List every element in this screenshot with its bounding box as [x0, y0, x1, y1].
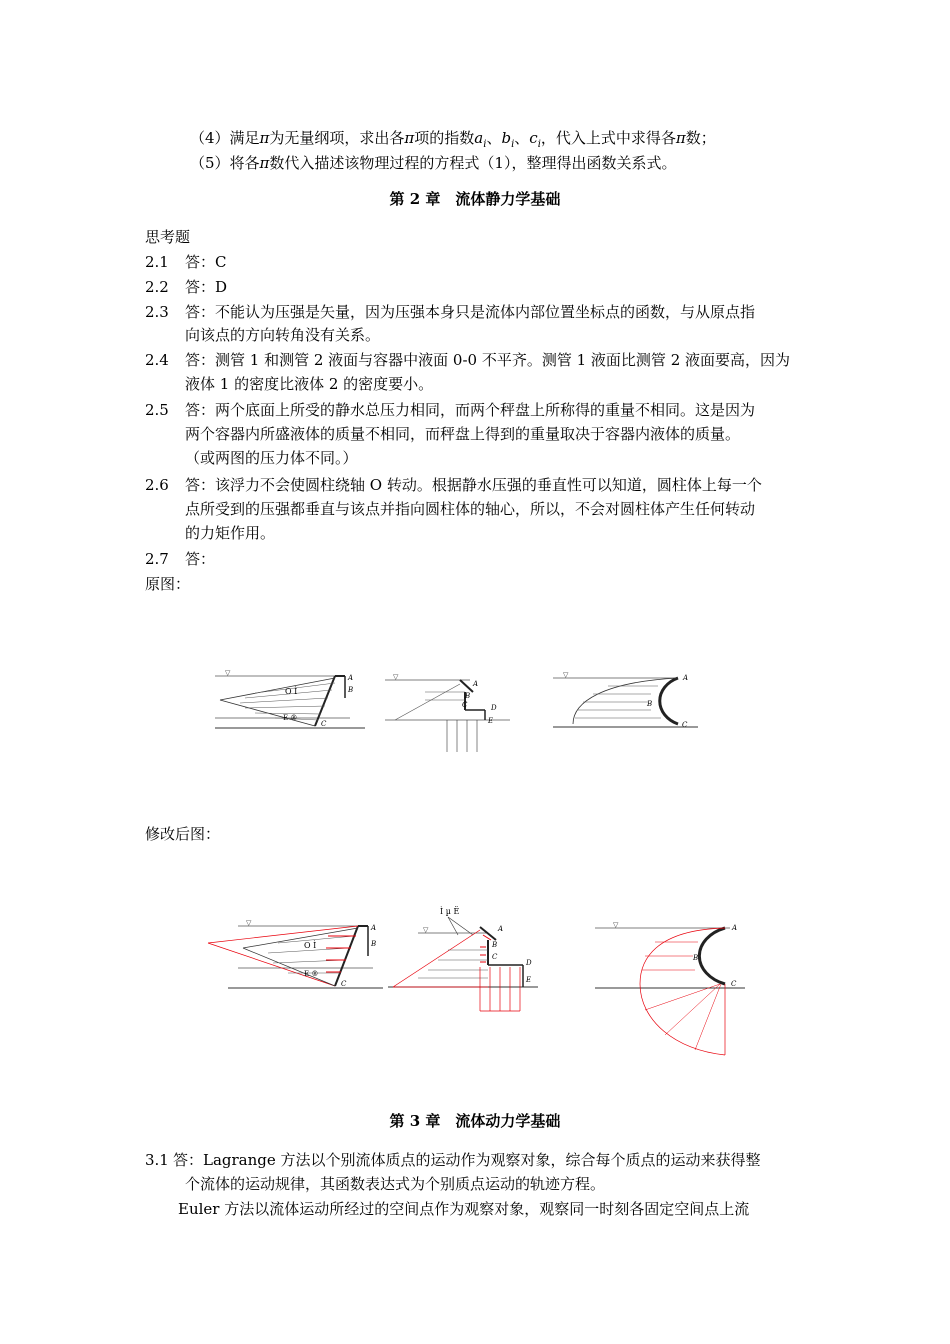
intro-step5 [190, 152, 676, 174]
label-D: D [526, 959, 532, 967]
item-text: 点所受到的压强都垂直与该点并指向圆柱体的轴心，所以，不会对圆柱体产生任何转动 [185, 500, 756, 518]
svg-text:▽: ▽ [393, 673, 399, 681]
modified-figure-2 [388, 905, 548, 1015]
mid-text: O Ì [285, 687, 298, 696]
item-text: 答：两个底面上所受的静水总压力相同，而两个秤盘上所称得的重量不相同。这是因为 [185, 401, 756, 419]
label-A: A [732, 924, 738, 932]
item-text: 答：Lagrange 方法以个别流体质点的运动作为观察对象，综合每个质点的运动来获得整 [173, 1151, 761, 1169]
item-text: 向该点的方向转角没有关系。 [185, 326, 381, 344]
item-text: 的力矩作用。 [185, 524, 276, 542]
original-figure-label: 原图： [145, 575, 191, 593]
svg-text:▽: ▽ [563, 671, 569, 679]
exponent-b-sub: i [511, 139, 515, 150]
item-text: 个流体的运动规律，其函数表达式为个别质点运动的轨迹方程。 [185, 1175, 606, 1193]
exponent-a: a [474, 129, 484, 147]
step5-text-a: （5）将各 [190, 154, 260, 172]
step4-text-e: 数； [685, 129, 716, 147]
step4-text-d: ，代入上式中求得各 [540, 129, 676, 147]
modified-figure-3 [595, 920, 745, 1060]
item-text: 液体 1 的密度比液体 2 的密度要小。 [185, 375, 434, 393]
pi-symbol: π [675, 129, 686, 147]
item-text: 答：不能认为压强是矢量，因为压强本身只是流体内部位置坐标点的函数，与从原点指 [185, 303, 756, 321]
label-A: A [348, 674, 354, 682]
label-E: E [526, 976, 532, 984]
item-text: 答：测管 1 和测管 2 液面与容器中液面 0-0 不平齐。测管 1 液面比测管 2 液面要高，因为 [185, 351, 791, 369]
modified-figure-label: 修改后图： [145, 825, 221, 843]
label-A: A [683, 674, 689, 682]
pi-symbol: π [259, 129, 270, 147]
item-number: 2.4 [145, 351, 169, 369]
top-text: Ì µ Ë [440, 907, 460, 916]
item-text: 答： [185, 550, 216, 568]
chapter3-title: 第 3 章 流体动力学基础 [389, 1112, 561, 1130]
item-text: 答：该浮力不会使圆柱绕轴 O 转动。根据静水压强的垂直性可以知道，圆柱体上每一个 [185, 476, 762, 494]
euler-text: Euler 方法以流体运动所经过的空间点作为观察对象，观察同一时刻各固定空间点上流 [178, 1200, 750, 1218]
label-B: B [693, 954, 699, 962]
original-figure-1 [215, 668, 365, 738]
item-text: 答：C [185, 253, 227, 271]
exponent-b: b [501, 129, 512, 147]
svg-text:▽: ▽ [423, 926, 429, 934]
item-number: 2.1 [145, 253, 169, 271]
label-C: C [492, 953, 498, 961]
item-number: 3.1 [145, 1151, 169, 1169]
item-text: （或两图的压力体不同。） [185, 449, 358, 467]
original-figure-3 [553, 672, 698, 732]
label-A: A [498, 925, 504, 933]
exponent-a-sub: i [483, 139, 487, 150]
item-number: 2.5 [145, 401, 169, 419]
label-B: B [647, 700, 653, 708]
exponent-c-sub: i [537, 139, 541, 150]
item-text: 答：D [185, 278, 228, 296]
step4-text-a: （4）满足 [190, 129, 260, 147]
separator: 、 [486, 129, 502, 147]
item-number: 2.7 [145, 550, 169, 568]
label-C: C [321, 720, 327, 728]
pi-symbol: π [404, 129, 415, 147]
label-B: B [465, 692, 471, 700]
label-B: B [371, 940, 377, 948]
svg-text:▽: ▽ [246, 919, 252, 927]
label-C: C [341, 980, 347, 988]
step4-text-c: 项的指数 [414, 129, 475, 147]
label-A: A [371, 924, 377, 932]
label-E: E [488, 717, 494, 725]
separator: 、 [514, 129, 530, 147]
chapter2-subtitle: 思考题 [145, 228, 191, 246]
svg-text:▽: ▽ [613, 921, 619, 929]
step5-text-b: 数代入描述该物理过程的方程式（1），整理得出函数关系式。 [269, 154, 677, 172]
item-number: 2.3 [145, 303, 169, 321]
label-B: B [492, 941, 498, 949]
modified-figure-1 [208, 918, 388, 993]
original-figure-2 [385, 672, 515, 754]
label-D: D [491, 704, 497, 712]
label-B: B [348, 686, 354, 694]
mid-text: O Ì [304, 941, 317, 950]
label-C: C [731, 980, 737, 988]
exponent-c: c [529, 129, 538, 147]
item-number: 2.2 [145, 278, 169, 296]
low-text: E ® [283, 714, 298, 722]
label-A: A [473, 680, 479, 688]
svg-text:▽: ▽ [225, 669, 231, 677]
item-number: 2.6 [145, 476, 169, 494]
label-C: C [462, 701, 468, 709]
pi-symbol: π [259, 154, 270, 172]
label-C: C [682, 721, 688, 729]
item-text: 两个容器内所盛液体的质量不相同，而秤盘上得到的重量取决于容器内液体的质量。 [185, 425, 741, 443]
step4-text-b: 为无量纲项，求出各 [269, 129, 405, 147]
chapter2-title: 第 2 章 流体静力学基础 [389, 190, 561, 208]
low-text: E ® [304, 970, 319, 978]
